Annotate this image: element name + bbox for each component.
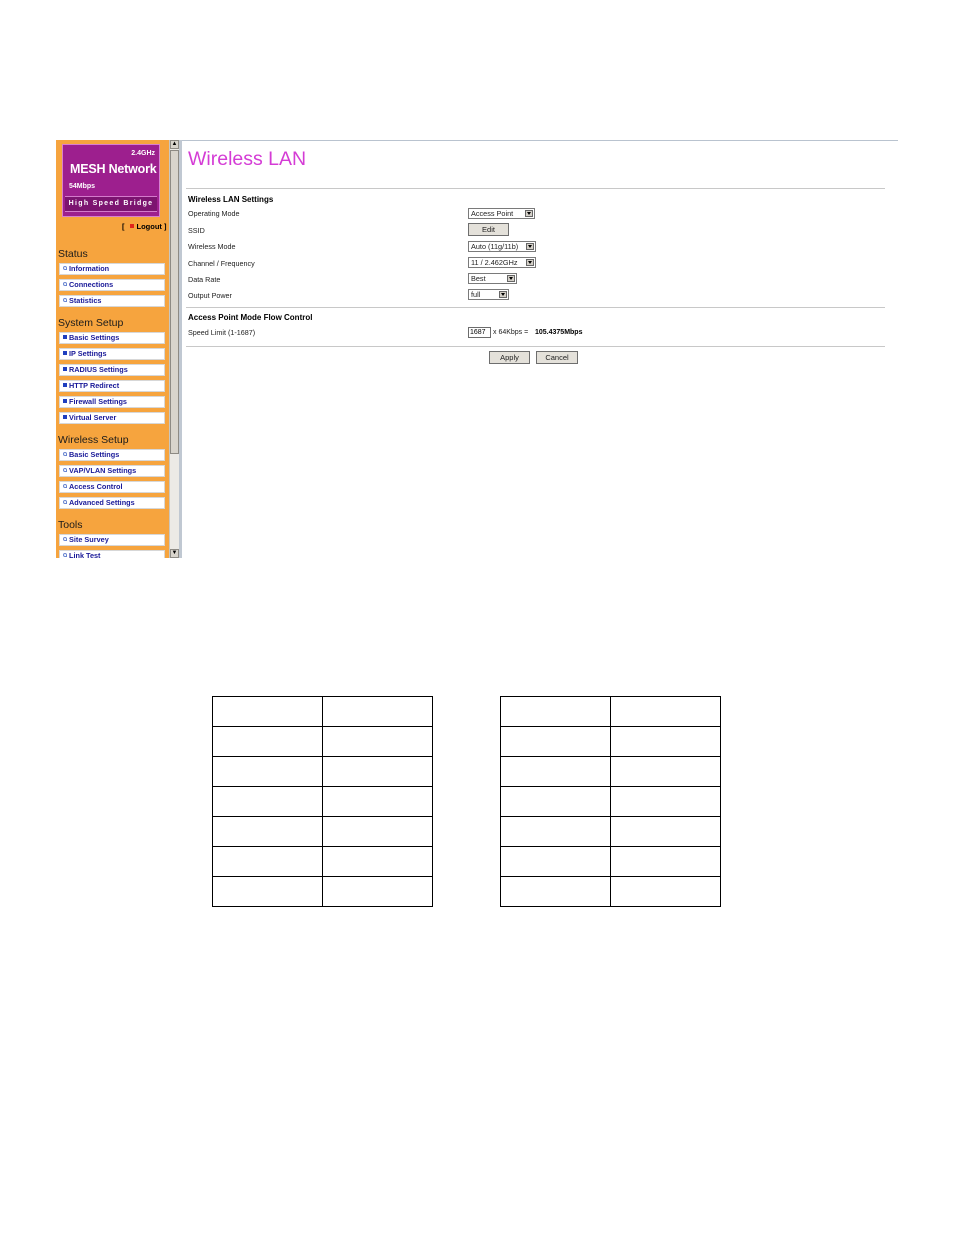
table-cell	[501, 847, 611, 877]
table-cell	[323, 727, 433, 757]
sidebar-item-wireless-basic-settings[interactable]: Basic Settings	[59, 449, 165, 461]
data-rate-select[interactable]: Best	[468, 273, 517, 284]
logout-label: Logout	[136, 222, 162, 231]
table-cell	[323, 697, 433, 727]
sidebar-item-connections[interactable]: Connections	[59, 279, 165, 291]
sidebar-scrollbar[interactable]	[169, 140, 179, 558]
logout-bracket-close: ]	[164, 222, 167, 231]
table-row	[213, 727, 433, 757]
table-cell	[501, 787, 611, 817]
table-cell	[323, 847, 433, 877]
flow-control-heading: Access Point Mode Flow Control	[188, 313, 313, 322]
table-row	[501, 847, 721, 877]
settings-heading: Wireless LAN Settings	[188, 195, 274, 204]
table-cell	[501, 877, 611, 907]
divider	[186, 307, 885, 308]
table-cell	[501, 757, 611, 787]
table-cell	[213, 877, 323, 907]
router-admin-screenshot	[56, 140, 898, 558]
table-cell	[323, 817, 433, 847]
chevron-down-icon	[526, 243, 534, 250]
table-cell	[213, 757, 323, 787]
table-row	[213, 847, 433, 877]
table-cell	[213, 727, 323, 757]
table-row	[501, 817, 721, 847]
link-icon	[63, 282, 67, 286]
chevron-down-icon	[525, 210, 533, 217]
data-rate-label: Data Rate	[188, 275, 221, 284]
link-icon	[63, 452, 67, 456]
link-icon	[63, 468, 67, 472]
table-cell	[213, 697, 323, 727]
section-status: Status	[58, 248, 88, 260]
table-cell	[323, 877, 433, 907]
table-row	[501, 787, 721, 817]
ssid-label: SSID	[188, 226, 205, 235]
cancel-button[interactable]: Cancel	[536, 351, 578, 364]
section-wireless-setup: Wireless Setup	[58, 434, 129, 446]
table-row	[501, 757, 721, 787]
table-row	[213, 877, 433, 907]
chevron-down-icon	[526, 259, 534, 266]
sidebar-item-vap-vlan-settings[interactable]: VAP/VLAN Settings	[59, 465, 165, 477]
operating-mode-select[interactable]: Access Point	[468, 208, 535, 219]
sidebar-item-basic-settings[interactable]: Basic Settings	[59, 332, 165, 344]
wireless-mode-label: Wireless Mode	[188, 242, 236, 251]
channel-frequency-select[interactable]: 11 / 2.462GHz	[468, 257, 536, 268]
table-row	[213, 757, 433, 787]
sidebar-item-access-control[interactable]: Access Control	[59, 481, 165, 493]
link-icon	[63, 484, 67, 488]
link-icon	[63, 500, 67, 504]
table-cell	[611, 787, 721, 817]
table-cell	[501, 817, 611, 847]
product-logo	[62, 144, 160, 217]
sidebar-item-ip-settings[interactable]: IP Settings	[59, 348, 165, 360]
logo-tagline: High Speed Bridge	[65, 196, 157, 212]
bullet-icon	[63, 367, 67, 371]
sidebar	[56, 140, 169, 558]
bullet-icon	[63, 399, 67, 403]
speed-limit-unit: x 64Kbps =	[493, 329, 529, 336]
table-cell	[323, 757, 433, 787]
table-cell	[611, 727, 721, 757]
table-cell	[501, 727, 611, 757]
page-title: Wireless LAN	[188, 148, 307, 170]
scrollbar-thumb[interactable]	[170, 150, 179, 454]
main-content	[182, 140, 898, 558]
logo-frequency: 2.4GHz	[131, 150, 155, 157]
bullet-icon	[63, 415, 67, 419]
channel-frequency-label: Channel / Frequency	[188, 259, 255, 268]
divider	[186, 346, 885, 347]
table-cell	[213, 787, 323, 817]
logout-bracket-open: [	[122, 222, 125, 231]
divider	[186, 188, 885, 189]
bullet-icon	[63, 335, 67, 339]
link-icon	[63, 553, 67, 557]
logo-product: MESH Network	[70, 162, 157, 176]
output-power-select[interactable]: full	[468, 289, 509, 300]
table-row	[501, 697, 721, 727]
sidebar-item-http-redirect[interactable]: HTTP Redirect	[59, 380, 165, 392]
bullet-icon	[63, 383, 67, 387]
speed-limit-result: 105.4375Mbps	[535, 329, 583, 336]
sidebar-item-radius-settings[interactable]: RADIUS Settings	[59, 364, 165, 376]
table-cell	[213, 847, 323, 877]
table-cell	[501, 697, 611, 727]
table-cell	[213, 817, 323, 847]
sidebar-item-advanced-settings[interactable]: Advanced Settings	[59, 497, 165, 509]
blank-table-right	[500, 696, 721, 907]
scroll-up-icon[interactable]: ▲	[171, 141, 178, 147]
sidebar-item-site-survey[interactable]: Site Survey	[59, 534, 165, 546]
sidebar-item-information[interactable]: Information	[59, 263, 165, 275]
table-row	[213, 817, 433, 847]
link-icon	[63, 298, 67, 302]
sidebar-item-statistics[interactable]: Statistics	[59, 295, 165, 307]
logo-speed: 54Mbps	[69, 183, 96, 190]
ssid-edit-button[interactable]: Edit	[468, 223, 509, 236]
output-power-label: Output Power	[188, 291, 232, 300]
section-system-setup: System Setup	[58, 317, 124, 329]
speed-limit-label: Speed Limit (1-1687)	[188, 328, 256, 337]
blank-table-left	[212, 696, 433, 907]
chevron-down-icon	[507, 275, 515, 282]
chevron-down-icon	[499, 291, 507, 298]
table-cell	[611, 847, 721, 877]
apply-button[interactable]: Apply	[489, 351, 530, 364]
speed-limit-input[interactable]: 1687	[468, 327, 491, 338]
bullet-icon	[63, 351, 67, 355]
sidebar-item-link-test[interactable]: Link Test	[59, 550, 165, 558]
section-tools: Tools	[58, 519, 83, 531]
table-cell	[611, 757, 721, 787]
table-row	[213, 697, 433, 727]
link-icon	[63, 266, 67, 270]
table-cell	[611, 697, 721, 727]
table-row	[501, 727, 721, 757]
sidebar-item-virtual-server[interactable]: Virtual Server	[59, 412, 165, 424]
operating-mode-label: Operating Mode	[188, 209, 240, 218]
sidebar-item-firewall-settings[interactable]: Firewall Settings	[59, 396, 165, 408]
logout-icon	[130, 224, 134, 228]
scroll-down-icon[interactable]: ▼	[171, 550, 178, 556]
link-icon	[63, 537, 67, 541]
table-row	[501, 877, 721, 907]
table-cell	[611, 817, 721, 847]
table-cell	[323, 787, 433, 817]
table-row	[213, 787, 433, 817]
table-cell	[611, 877, 721, 907]
wireless-mode-select[interactable]: Auto (11g/11b)	[468, 241, 536, 252]
logout-link[interactable]	[122, 222, 167, 231]
